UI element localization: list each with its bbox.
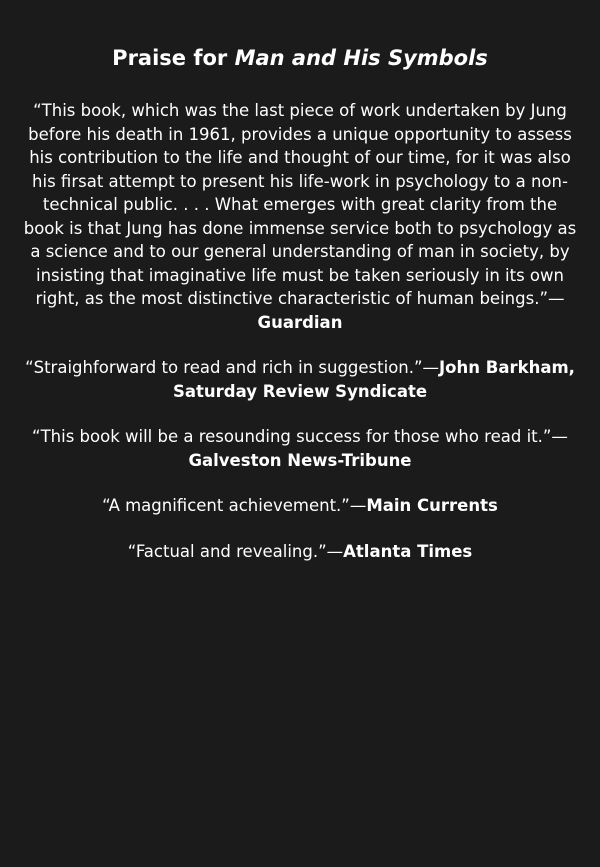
quote-source: Guardian	[257, 312, 343, 332]
review-quote-guardian	[20, 99, 580, 334]
quote-source: Galveston News-Tribune	[188, 450, 412, 470]
review-quote-main-currents	[20, 494, 580, 518]
book-title: Man and His Symbols	[234, 46, 488, 70]
quote-text: “A magnificent achievement.”—	[102, 496, 367, 515]
quote-text: “This book, which was the last piece of work undertaken by Jung before his death in 1961, provides a unique opportunity to assess his contribution to the life and thought of our time, for it was also his firsat attempt to present his life-work in psychology to a non-technical public. . . . What emerges with great clarity from the book is that Jung has done immense service both to psychology as a science and to our general understanding of man in society, by insisting that imaginative life must be taken seriously in its own right, as the most distinctive characteristic of human beings.”—	[23, 101, 577, 308]
quote-source: Main Currents	[366, 496, 498, 515]
title-prefix: Praise for	[112, 46, 235, 70]
quote-source: John Barkham, Saturday Review Syndicate	[172, 358, 575, 401]
quote-text: “This book will be a resounding success for those who read it.”—	[32, 427, 568, 446]
quote-text: “Factual and revealing.”—	[127, 541, 344, 561]
quote-source: Atlanta Times	[343, 541, 473, 561]
review-quote-john-barkham	[20, 356, 580, 403]
review-quote-galveston	[20, 425, 580, 472]
page-title	[20, 44, 580, 72]
quote-text: “Straighforward to read and rich in suggestion.”—	[25, 358, 440, 377]
review-quote-atlanta-times	[20, 540, 580, 564]
